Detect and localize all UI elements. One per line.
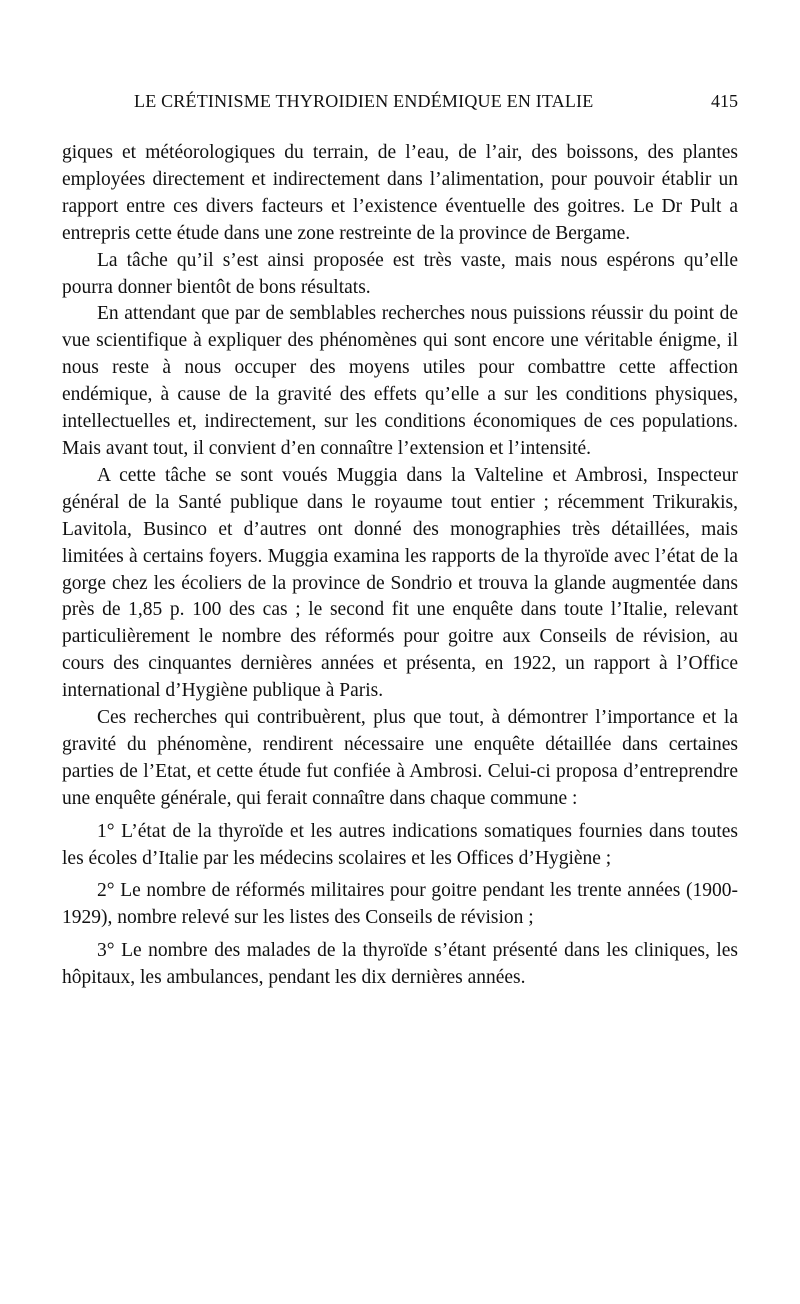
paragraph-muggia-ambrosi: A cette tâche se sont voués Muggia dans la Valteline et Ambrosi, Inspecteur général de la Santé publique dans le royaume tout entier ; récemment Trikurakis, Lavitola, Businco et d’autres ont donné des monographies très détaillées, mais limitées à certains foyers. Muggia examina les rapports de la thyroïde avec l’état de la gorge chez les écoliers de la province de Sondrio et trouva la glande augmentée dans près de 1,85 p. 100 des cas ; le second fit une enquête dans toute l’Italie, relevant particulièrement le nombre des réformés pour goitre aux Conseils de révision, au cours des cinquantes dernières années et présenta, en 1922, un rapport à l’Office international d’Hygiène publique à Paris. (62, 464, 738, 702)
list-item-3: 3° Le nombre des malades de la thyroïde s’étant présenté dans les cliniques, les hôpitaux, les ambulances, pendant les dix dernières années. (62, 940, 738, 989)
running-title: LE CRÉTINISME THYROIDIEN ENDÉMIQUE EN ITALIE (134, 91, 594, 111)
list-item-1: 1° L’état de la thyroïde et les autres indications somatiques fournies dans toutes les écoles d’Italie par les médecins scolaires et les Offices d’Hygiène ; (62, 820, 738, 869)
paragraph-continuation: giques et météorologiques du terrain, de l’eau, de l’air, des boissons, des plantes employées directement et indirectement dans l’alimentation, pour pouvoir établir un rapport entre ces divers facteurs et l’existence éventuelle des goitres. Le Dr Pult a entrepris cette étude dans une zone restreinte de la province de Bergame. (62, 142, 738, 244)
page-number: 415 (711, 91, 738, 111)
paragraph-research: Ces recherches qui contribuèrent, plus que tout, à démontrer l’importance et la gravité du phénomène, rendirent nécessaire une enquête détaillée dans certaines parties de l’Etat, et cette étude fut confiée à Ambrosi. Celui-ci proposa d’entreprendre une enquête générale, qui ferait connaître dans chaque commune : (62, 707, 738, 809)
paragraph-task: La tâche qu’il s’est ainsi proposée est très vaste, mais nous espérons qu’elle pourra donner bientôt de bons résultats. (62, 249, 738, 298)
body-text (62, 140, 738, 992)
running-head (62, 91, 738, 117)
paragraph-meanwhile: En attendant que par de semblables recherches nous puissions réussir du point de vue scientifique à expliquer des phénomènes qui sont encore une véritable énigme, il nous reste à nous occuper des moyens utiles pour combattre cette affection endémique, à cause de la gravité des effets qu’elle a sur les conditions physiques, intellectuelles et, indirectement, sur les conditions économiques de ces populations. Mais avant tout, il convient d’en connaître l’extension et l’intensité. (62, 303, 738, 459)
list-item-2: 2° Le nombre de réformés militaires pour goitre pendant les trente années (1900-1929), nombre relevé sur les listes des Conseils de révision ; (62, 880, 738, 929)
